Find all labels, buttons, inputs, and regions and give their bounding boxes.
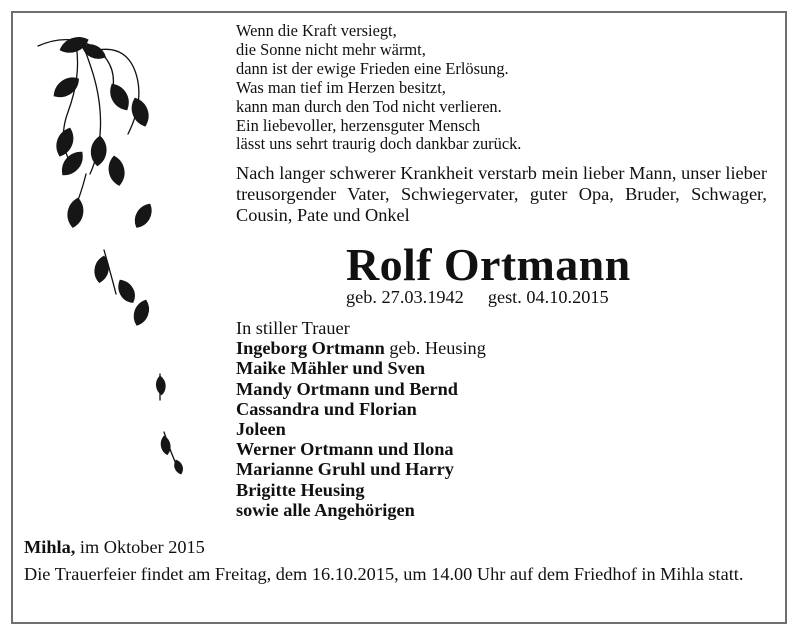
poem-line: Ein liebevoller, herzensguter Mensch [236,115,481,135]
mourners-intro: In stiller Trauer [236,318,350,338]
mourner-line: Mandy Ortmann und Bernd [236,378,458,399]
poem-line: dann ist der ewige Frieden eine Erlösung. [236,58,509,78]
deceased-name: Rolf Ortmann [346,239,631,290]
birth-date: geb. 27.03.1942 [346,287,464,307]
notice-date: im Oktober 2015 [75,537,205,557]
place-and-date [24,537,205,558]
poem-line: die Sonne nicht mehr wärmt, [236,39,426,59]
mourner-name: Ingeborg Ortmann [236,338,385,359]
mourner-birth-name: geb. Heusing [384,338,486,359]
poem-line: Wenn die Kraft versiegt, [236,21,397,40]
announcement-text: Nach langer schwerer Krankheit verstarb mein lieber Mann, unser lieber treusorgender Vater, Schwiegervater, guter Opa, Bruder, Schwager, Cousin, Pate und Onkel [236,163,767,225]
death-date: gest. 04.10.2015 [487,287,609,307]
town-name: Mihla, [24,537,76,557]
funeral-service-info: Die Trauerfeier findet am Freitag, dem 16.10.2015, um 14.00 Uhr auf dem Friedhof in Mihla statt. [24,564,744,584]
mourner-line: Joleen [236,419,286,440]
poem-line: kann man durch den Tod nicht verlieren. [236,96,502,116]
mourners-list [236,318,486,520]
mourner-line: sowie alle Angehörigen [236,499,415,520]
mourner-line: Brigitte Heusing [236,479,365,500]
poem-line: lässt uns sehrt traurig doch dankbar zurück. [236,134,522,154]
mourner-line [236,338,486,358]
mourner-line: Marianne Gruhl und Harry [236,459,454,480]
poem [236,22,521,154]
hanging-birch-leaves-icon [20,24,200,494]
mourner-line: Maike Mähler und Sven [236,358,426,379]
poem-line: Was man tief im Herzen besitzt, [236,77,446,97]
mourner-line: Werner Ortmann und Ilona [236,439,454,460]
life-dates [346,287,609,308]
mourner-line: Cassandra und Florian [236,398,417,419]
